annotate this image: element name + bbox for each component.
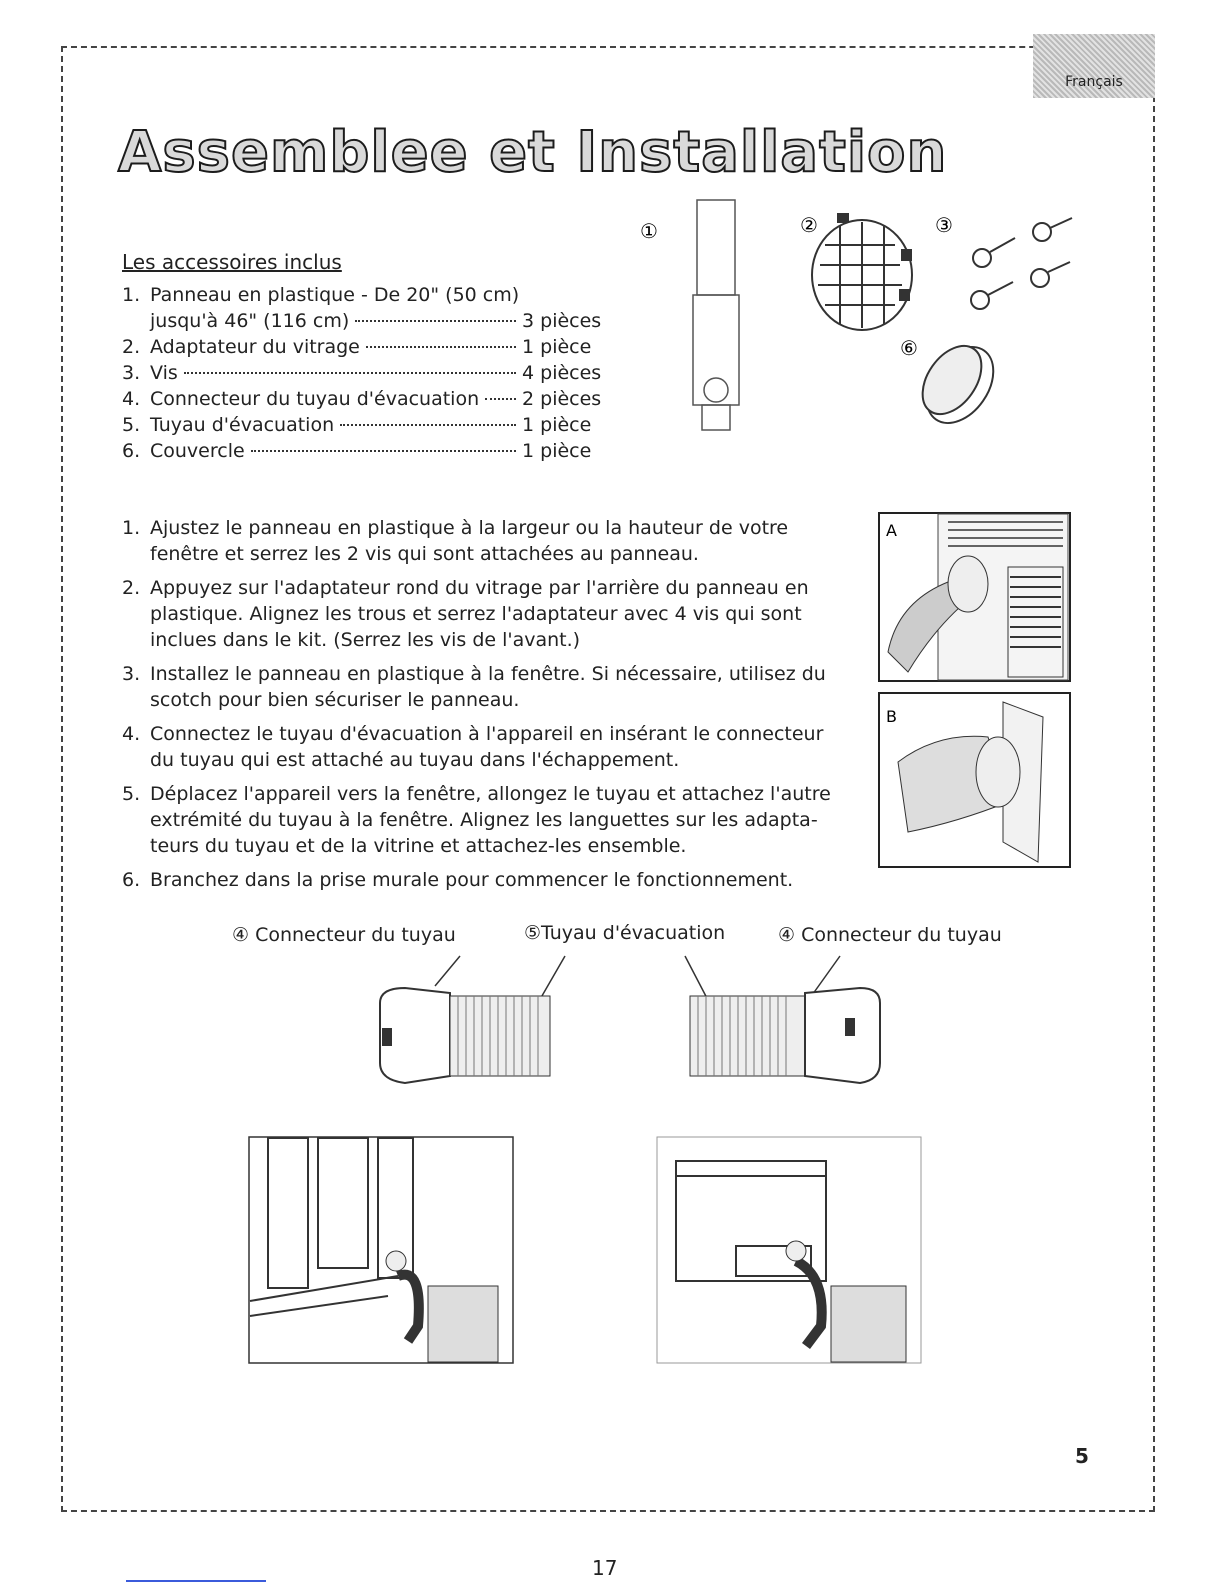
item-quantity: 4 pièces [522,362,602,384]
language-tab [1033,34,1155,98]
dot-leader [184,372,516,374]
hose-left [380,988,550,1083]
item-number: 6. [122,440,141,462]
hose-connector-label-left: ④ Connecteur du tuyau [232,924,456,946]
item-quantity: 3 pièces [522,310,602,332]
dot-leader [485,398,516,400]
dot-leader [251,450,516,452]
item-quantity: 1 pièce [522,414,592,436]
step-number: 6. [122,869,141,891]
footer-page-number: 17 [592,1556,618,1580]
list-item [122,781,842,859]
dot-leader [366,346,516,348]
item-name: Connecteur du tuyau d'évacuation [150,388,480,410]
step-text: Installez le panneau en plastique à la fenêtre. Si nécessaire, utilisez du scotch pour bien sécuriser le panneau. [150,663,826,711]
accessories-heading: Les accessoires inclus [122,250,342,274]
item-quantity: 1 pièce [522,440,592,462]
step-number: 3. [122,663,141,685]
figure-b-label: B [886,707,897,726]
list-item [122,386,602,412]
item-number: 1. [122,284,141,306]
exhaust-hose-illustration [370,948,890,1088]
window-adapter-icon [812,214,912,330]
list-item [122,334,602,360]
figure-a-label: A [886,521,897,540]
item-number: 3. [122,362,141,384]
list-item [122,867,842,893]
item-name: Panneau en plastique - De 20" (50 cm) [150,284,520,306]
step-text: Connectez le tuyau d'évacuation à l'appareil en insérant le connecteur du tuyau qui est attaché au tuyau dans l'échappement. [150,723,824,771]
item-name-continued: jusqu'à 46" (116 cm) [150,310,350,332]
part-marker-2: ② [800,213,818,237]
item-name: Vis [150,362,178,384]
item-quantity: 1 pièce [522,336,592,358]
dot-leader [355,320,516,322]
figure-b [878,692,1071,868]
item-number: 5. [122,414,141,436]
item-number: 2. [122,336,141,358]
accessories-list [122,282,602,464]
dot-leader [340,424,516,426]
item-quantity: 2 pièces [522,388,602,410]
link-underline [126,1580,266,1582]
list-item [122,412,602,438]
horizontal-window-installation [656,1136,922,1364]
list-item [122,721,842,773]
list-item [122,282,602,334]
step-text: Branchez dans la prise murale pour commencer le fonctionnement. [150,869,794,891]
part-marker-3: ③ [935,213,953,237]
parts-illustration [630,200,1090,440]
list-item [122,438,602,464]
installation-steps [122,515,842,901]
item-number: 4. [122,388,141,410]
list-item [122,575,842,653]
item-name: Tuyau d'évacuation [150,414,335,436]
step-number: 2. [122,577,141,599]
step-number: 5. [122,783,141,805]
hose-right [690,988,880,1083]
language-label: Français [1065,74,1123,90]
item-name: Couvercle [150,440,245,462]
step-number: 4. [122,723,141,745]
item-name: Adaptateur du vitrage [150,336,360,358]
list-item [122,515,842,567]
plastic-panel-icon [693,200,739,430]
cover-icon [911,335,1007,436]
part-marker-6: ⑥ [900,336,918,360]
list-item [122,360,602,386]
step-number: 1. [122,517,141,539]
vertical-window-installation [248,1136,514,1364]
step-text: Appuyez sur l'adaptateur rond du vitrage par l'arrière du panneau en plastique. Alignez les trous et serrez l'adaptateur avec 4 vis qui sont inclues dans le kit. (Serrez les vis de l'avant.) [150,577,809,651]
screws-icon [971,218,1072,309]
page-number: 5 [1075,1444,1089,1468]
step-text: Déplacez l'appareil vers la fenêtre, allongez le tuyau et attachez l'autre extrémité du tuyau à la fenêtre. Alignez les languettes sur les adapta-teurs du tuyau et de la vitrine et attachez-les ensemble. [150,783,831,857]
step-text: Ajustez le panneau en plastique à la largeur ou la hauteur de votre fenêtre et serrez les 2 vis qui sont attachées au panneau. [150,517,789,565]
part-marker-1: ① [640,219,658,243]
exhaust-hose-label: ⑤Tuyau d'évacuation [524,922,726,944]
hose-connector-label-right: ④ Connecteur du tuyau [778,924,1002,946]
figure-a [878,512,1071,682]
list-item [122,661,842,713]
page-title: Assemblee et Installation [118,120,948,185]
